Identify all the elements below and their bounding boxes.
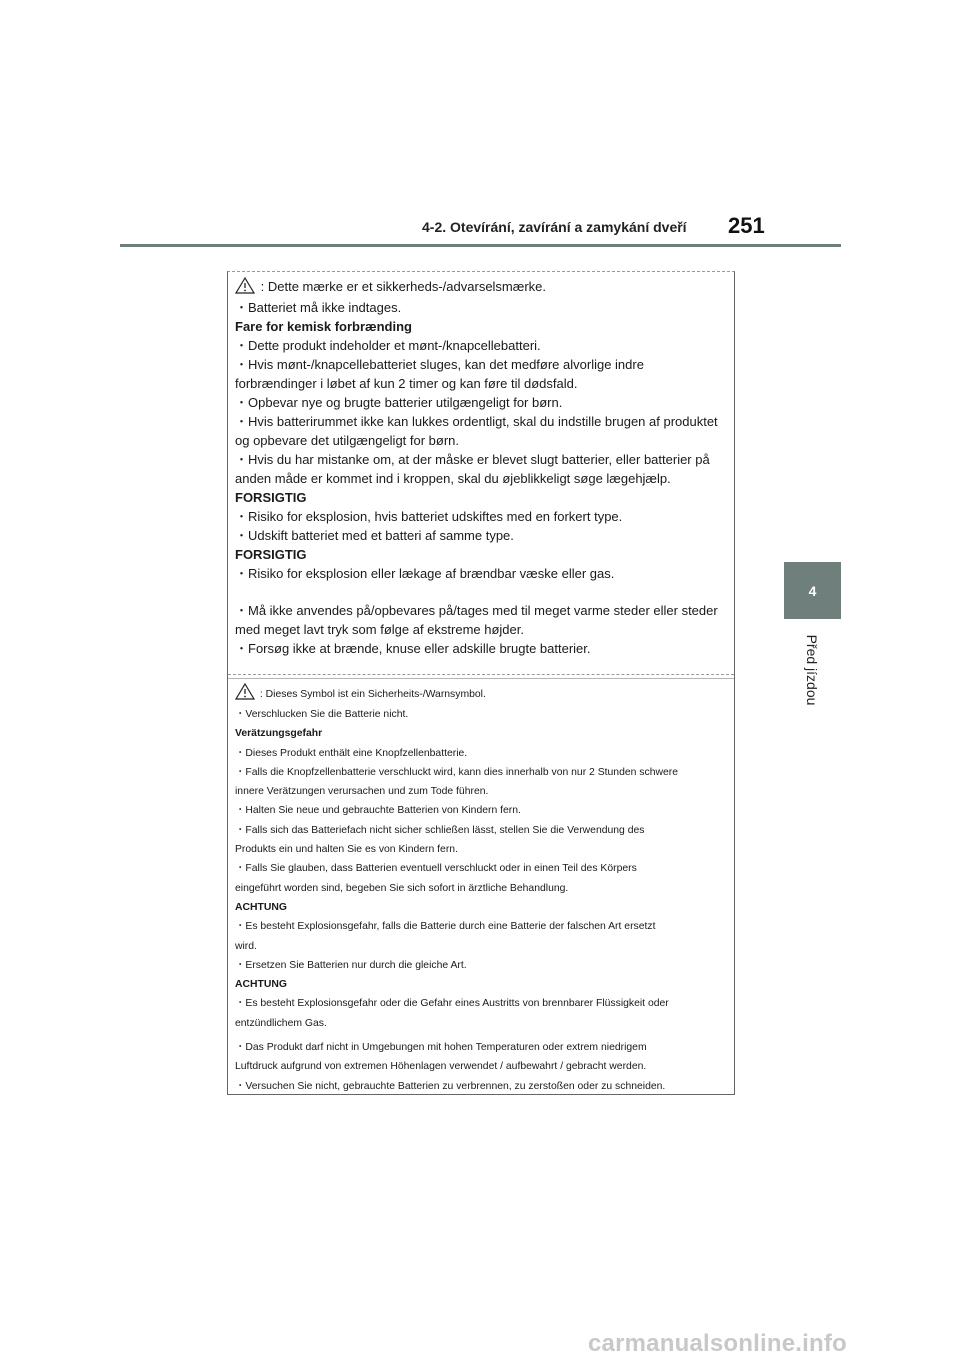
text-line: Verätzungsgefahr [235,728,323,740]
text-line: ・Dieses Produkt enthält eine Knopfzellenbatterie. [235,747,468,759]
text-line: innere Verätzungen verursachen und zum Tode führen. [235,786,489,798]
text-line: ・Forsøg ikke at brænde, knuse eller adskille brugte batterier. [235,641,591,656]
section-title: 4-2. Otevírání, zavírání a zamykání dveří [422,219,687,235]
text-line: ・Udskift batteriet med et batteri af samme type. [235,528,514,543]
text-line: ・Das Produkt darf nicht in Umgebungen mit hohen Temperaturen oder extrem niedrigem [235,1042,647,1054]
text-line: ・Opbevar nye og brugte batterier utilgængeligt for børn. [235,395,563,410]
text-line: Produkts ein und halten Sie es von Kindern fern. [235,844,458,856]
text-line: ・Hvis du har mistanke om, at der måske er blevet slugt batterier, eller batterier på [235,452,710,467]
danish-gap [235,583,725,601]
text-line: ・Verschlucken Sie die Batterie nicht. [235,709,409,720]
german-section [235,683,725,1096]
danish-lines [235,298,725,583]
section-divider-inner [228,678,734,679]
text-line: ・Risiko for eksplosion, hvis batteriet udskiftes med en forkert type. [235,509,623,524]
german-lines [235,705,725,1033]
text-line: og opbevare det utilgængeligt for børn. [235,433,460,448]
text-line: ・Risiko for eksplosion eller lækage af brændbar væske eller gas. [235,566,615,581]
text-line: Luftdruck aufgrund von extremen Höhenlagen verwendet / aufbewahrt / gebracht werden. [235,1061,647,1073]
text-line: anden måde er kommet ind i kroppen, skal du øjeblikkeligt søge lægehjælp. [235,471,671,486]
text-line: ・Es besteht Explosionsgefahr, falls die Batterie durch eine Batterie der falschen Art ersetzt [235,921,656,933]
text-line: entzündlichem Gas. [235,1017,327,1029]
german-lines-after-gap [235,1038,725,1096]
text-line: ・Må ikke anvendes på/opbevares på/tages med til meget varme steder eller steder [235,603,718,618]
text-line: ・Versuchen Sie nicht, gebrauchte Batterien zu verbrennen, zu zerstoßen oder zu schneiden. [235,1080,666,1092]
warning-triangle-icon [235,683,255,700]
text-line: ・Batteriet må ikke indtages. [235,300,402,315]
text-line: ・Es besteht Explosionsgefahr oder die Gefahr eines Austritts von brennbarer Flüssigkeit oder [235,998,669,1010]
text-line: Fare for kemisk forbrænding [235,319,412,334]
text-line: ・Falls Sie glauben, dass Batterien eventuell verschluckt oder in einen Teil des Körpers [235,863,637,875]
text-line: ・Hvis batterirummet ikke kan lukkes ordentligt, skal du indstille brugen af produktet [235,414,718,429]
text-line: ・Falls die Knopfzellenbatterie verschluckt wird, kann dies innerhalb von nur 2 Stunden schwere [235,766,678,778]
text-line: FORSIGTIG [235,490,307,505]
text-line: ・Falls sich das Batteriefach nicht sicher schließen lässt, stellen Sie die Verwendung des [235,824,645,836]
text-line: ・Hvis mønt-/knapcellebatteriet sluges, kan det medføre alvorlige indre [235,357,644,372]
chapter-number: 4 [808,582,817,599]
section-divider [228,674,734,675]
german-symbol-text: : Dieses Symbol ist ein Sicherheits-/Warnsymbol. [259,689,486,700]
text-line: ・Halten Sie neue und gebrauchte Batterien von Kindern fern. [235,805,521,817]
text-line: forbrændinger i løbet af kun 2 timer og kan føre til dødsfald. [235,376,578,391]
text-line: eingeführt worden sind, begeben Sie sich sofort in ärztliche Behandlung. [235,882,569,894]
text-line: ・Ersetzen Sie Batterien nur durch die gleiche Art. [235,959,467,971]
chapter-tab[interactable] [784,562,841,619]
danish-symbol-line [235,276,725,298]
chapter-label-text: Před jízdou [804,634,820,706]
german-symbol-line [235,683,725,705]
header-rule [120,244,841,247]
text-line: wird. [235,940,257,952]
battery-warning-panel [227,271,735,1095]
danish-lines-after-gap [235,601,725,658]
danish-symbol-text: : Dette mærke er et sikkerheds-/advarselsmærke. [260,279,546,294]
text-line: ACHTUNG [235,901,287,913]
page-number: 251 [728,213,765,238]
text-line: ACHTUNG [235,979,287,991]
watermark: carmanualsonline.info [588,1330,847,1357]
text-line: med meget lavt tryk som følge af ekstreme højder. [235,622,524,637]
text-line: ・Dette produkt indeholder et mønt-/knapcellebatteri. [235,338,541,353]
warning-triangle-icon [235,277,255,294]
text-line: FORSIGTIG [235,547,307,562]
danish-section [235,276,725,658]
